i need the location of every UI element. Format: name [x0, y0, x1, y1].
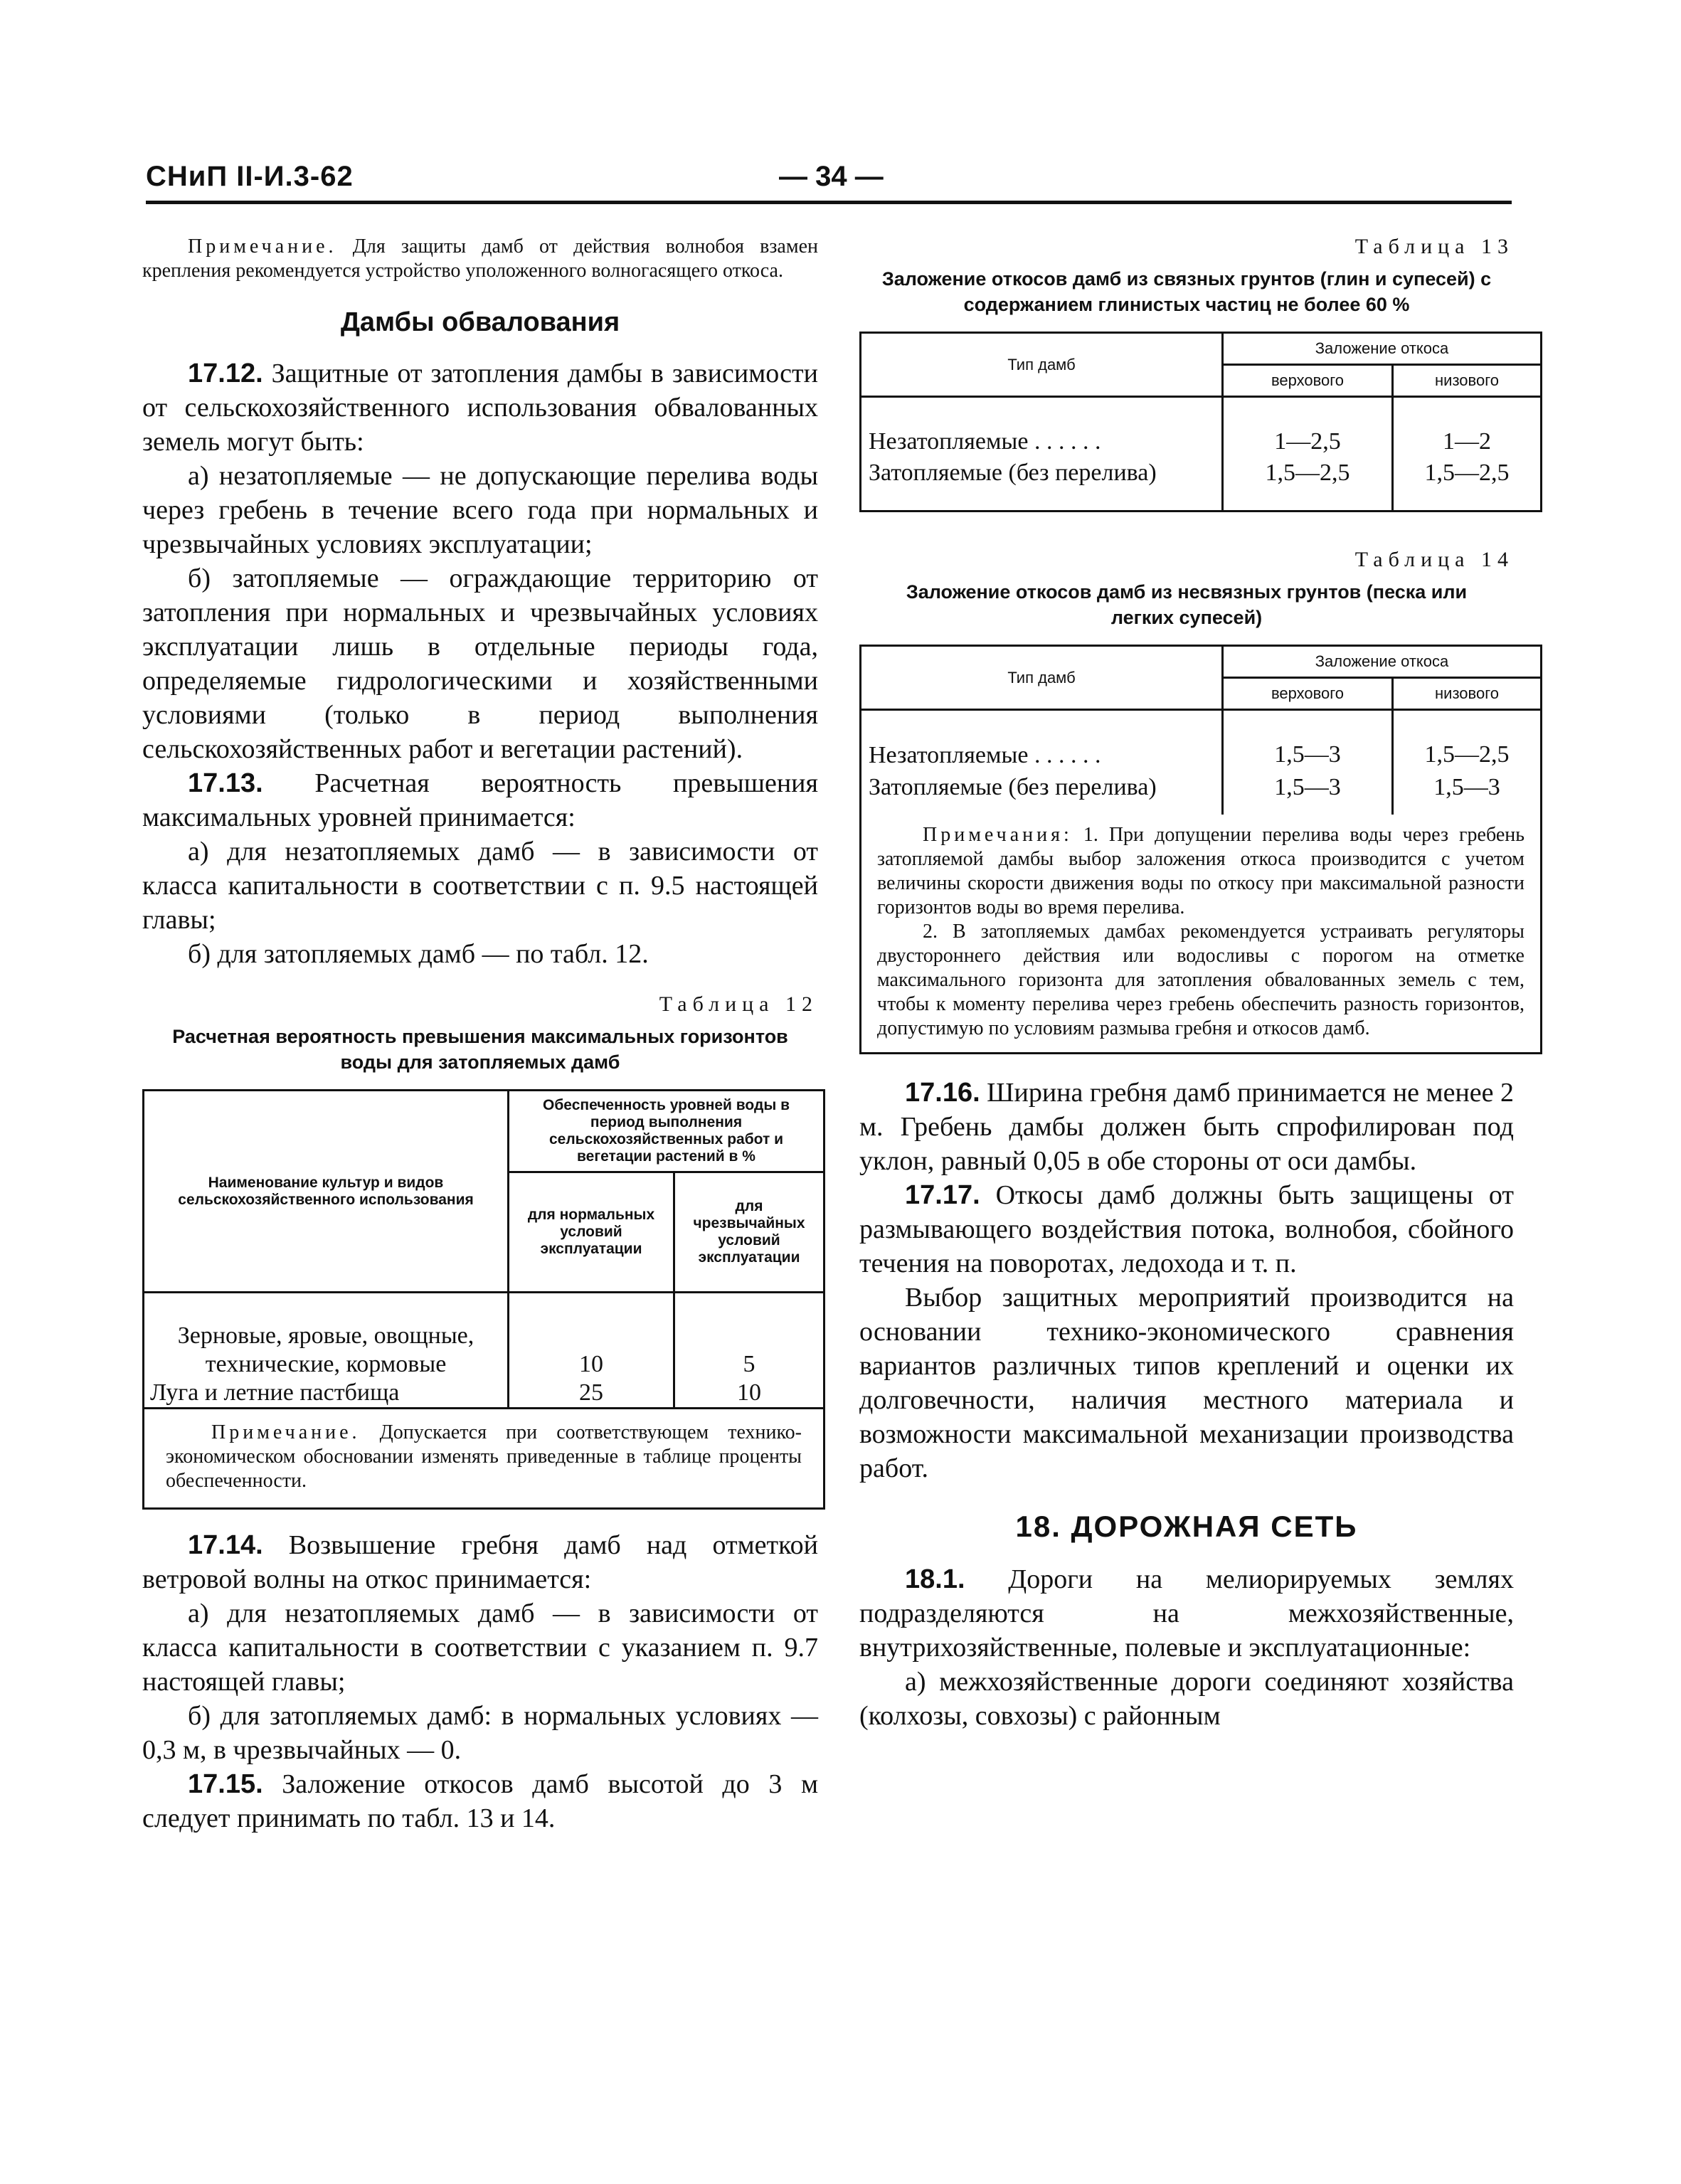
paragraph-text: Возвышение гребня дамб над отметкой ветровой волны на откос принимается: — [142, 1530, 818, 1594]
table-note-cell — [144, 1409, 824, 1509]
table-header-cell: низового — [1393, 678, 1541, 710]
table-header-cell: Наименование культур и видов сельскохозяйственного использования — [178, 1174, 474, 1208]
table-header-cell: Тип дамб — [861, 333, 1223, 397]
paragraph-number: 18.1. — [905, 1564, 965, 1594]
table-14-label: Таблица 14 — [1354, 548, 1514, 571]
table-cell: 10 — [509, 1293, 674, 1379]
chapter-title: 18. ДОРОЖНАЯ СЕТЬ — [1015, 1510, 1358, 1543]
paragraph-text: Дороги на мелиорируемых землях подразделяются на межхозяйственные, внутрихозяйственные, полевые и эксплуатационные: — [859, 1564, 1514, 1663]
note-label: Примечание. — [211, 1421, 361, 1443]
list-item: б) для затопляемых дамб: в нормальных условиях — 0,3 м, в чрезвычайных — 0. — [142, 1701, 818, 1765]
table-header-cell: верхового — [1223, 678, 1393, 710]
table-cell: 1—2 — [1393, 397, 1542, 458]
note-label: Примечания: — [923, 824, 1073, 846]
paragraph-text: Защитные от затопления дамбы в зависимости от сельскохозяйственного использования обвалованных земель могут быть: — [142, 359, 818, 457]
note-text: 1. При допущении перелива воды через гребень затопляемой дамбы выбор заложения откоса производится с учетом величины скорости движения воды по откосу при максимальной разности горизонтов воды во время перелива. — [877, 824, 1524, 918]
paragraph-number: 17.14. — [188, 1530, 263, 1560]
page-header — [146, 161, 1512, 203]
table-12 — [142, 1089, 825, 1510]
table-header-cell: верхового — [1223, 365, 1393, 397]
table-14 — [859, 645, 1542, 1054]
paragraph-text: Заложение откосов дамб высотой до 3 м следует принимать по табл. 13 и 14. — [142, 1769, 818, 1833]
table-header-cell: Тип дамб — [861, 647, 1223, 710]
paragraph-number: 17.15. — [188, 1769, 263, 1799]
table-header-cell: Обеспеченность уровней воды в период выполнения сельскохозяйственных работ и вегетации растений в % — [509, 1091, 824, 1172]
list-item: а) для незатопляемых дамб — в зависимости от класса капитальности в соответствии с указанием п. 9.7 настоящей главы; — [142, 1599, 818, 1697]
table-header-cell: для нормальных условий эксплуатации — [509, 1172, 674, 1293]
table-cell: 5 — [674, 1293, 824, 1379]
paragraph-17-17-continued: Выбор защитных мероприятий производится на основании технико-экономического сравнения вариантов различных типов креплений и оценки их долговечности, наличия местного материала и возможности максимальной механизации производства работ. — [859, 1283, 1514, 1483]
table-header-cell: Заложение откоса — [1223, 647, 1541, 678]
table-cell: Затопляемые (без перелива) — [869, 460, 1157, 486]
table-header-cell: для чрезвычайных условий эксплуатации — [674, 1172, 824, 1293]
left-column — [142, 235, 818, 1835]
table-header-cell: низового — [1393, 365, 1542, 397]
paragraph-text: Откосы дамб должны быть защищены от размывающего воздействия потока, волнобоя, сбойного течения на поворотах, ледохода и т. п. — [859, 1180, 1514, 1278]
table-cell: Незатопляемые . . . . . . — [869, 428, 1101, 455]
paragraph-17-13 — [142, 766, 818, 834]
table-14-grid — [861, 647, 1540, 815]
header-rule — [146, 201, 1512, 204]
table-14-note-2: 2. В затопляемых дамбах рекомендуется устраивать регуляторы двустороннего действия или водосливы с порогом на отметке максимального горизонта для затопления обвалованных земель с тем, чтобы к моменту перелива через гребень обеспечить разность горизонтов, допустимую по условиям размыва гребня и откосов дамб. — [877, 921, 1524, 1039]
paragraph-17-12 — [142, 356, 818, 459]
top-note — [142, 235, 818, 283]
table-cell: 1,5—2,5 — [1223, 457, 1393, 511]
note-text: Для защиты дамб от действия волнобоя взамен крепления рекомендуется устройство уположенного волногасящего откоса. — [142, 235, 818, 282]
paragraph-17-14 — [142, 1528, 818, 1596]
table-12-caption: Расчетная вероятность превышения максимальных горизонтов воды для затопляемых дамб — [172, 1026, 788, 1073]
section-title: Дамбы обвалования — [340, 307, 620, 337]
table-13 — [859, 332, 1542, 512]
table-cell: 1,5—3 — [1393, 771, 1541, 815]
table-cell: 10 — [674, 1379, 824, 1409]
list-item: б) затопляемые — ограждающие территорию от затопления при нормальных и чрезвычайных условиях эксплуатации лишь в отдельные периоды года, определяемые гидрологическими и хозяйственными условиями (только в период выполнения сельскохозяйственных работ и вегетации растений). — [142, 563, 818, 764]
table-14-notes — [861, 815, 1540, 1052]
table-cell: Затопляемые (без перелива) — [869, 773, 1157, 800]
paragraph-number: 17.13. — [188, 768, 263, 798]
table-cell: 1,5—3 — [1223, 771, 1393, 815]
table-14-caption: Заложение откосов дамб из несвязных грунтов (песка или легких супесей) — [906, 581, 1468, 628]
list-item: а) незатопляемые — не допускающие перелива воды через гребень в течение всего года при нормальных и чрезвычайных условиях эксплуатации; — [142, 461, 818, 559]
table-cell: 1—2,5 — [1223, 397, 1393, 458]
right-column — [859, 235, 1524, 1733]
table-13-label: Таблица 13 — [1354, 235, 1514, 258]
paragraph-17-16 — [859, 1076, 1514, 1178]
table-cell: 1,5—2,5 — [1393, 710, 1541, 772]
paragraph-number: 17.12. — [188, 359, 263, 388]
list-item: а) межхозяйственные дороги соединяют хозяйства (колхозы, совхозы) с районным — [859, 1667, 1514, 1731]
list-item: а) для незатопляемых дамб — в зависимости от класса капитальности в соответствии с п. 9.5 настоящей главы; — [142, 837, 818, 935]
table-cell: Незатопляемые . . . . . . — [869, 741, 1101, 768]
table-12-label: Таблица 12 — [659, 992, 818, 1016]
paragraph-number: 17.16. — [905, 1078, 980, 1108]
list-item: б) для затопляемых дамб — по табл. 12. — [188, 939, 649, 969]
page-number: — 34 — — [779, 161, 884, 192]
table-14-note-1 — [877, 823, 1524, 920]
table-12-note — [166, 1421, 802, 1493]
paragraph-number: 17.17. — [905, 1180, 980, 1210]
note-label: Примечание. — [188, 235, 337, 258]
document-code: СНиП II-И.3-62 — [146, 161, 354, 192]
table-13-caption: Заложение откосов дамб из связных грунтов (глин и супесей) с содержанием глинистых частиц не более 60 % — [881, 268, 1492, 315]
table-cell: Зерновые, яровые, овощные, технические, кормовые — [144, 1293, 509, 1379]
paragraph-17-15 — [142, 1767, 818, 1835]
table-cell: 25 — [509, 1379, 674, 1409]
note-text: Допускается при соответствующем технико-экономическом обосновании изменять приведенные в таблице проценты обеспеченности. — [166, 1421, 802, 1492]
table-header-cell: Заложение откоса — [1223, 333, 1542, 365]
table-cell: 1,5—3 — [1223, 710, 1393, 772]
paragraph-17-17 — [859, 1178, 1514, 1281]
table-cell: Луга и летние пастбища — [150, 1379, 400, 1406]
table-cell: 1,5—2,5 — [1393, 457, 1542, 511]
paragraph-18-1 — [859, 1562, 1514, 1665]
paragraph-text: Ширина гребня дамб принимается не менее 2 м. Гребень дамбы должен быть спрофилирован под уклон, равный 0,05 в обе стороны от оси дамбы. — [859, 1078, 1515, 1176]
paragraph-text: Расчетная вероятность превышения максимальных уровней принимается: — [142, 768, 818, 832]
